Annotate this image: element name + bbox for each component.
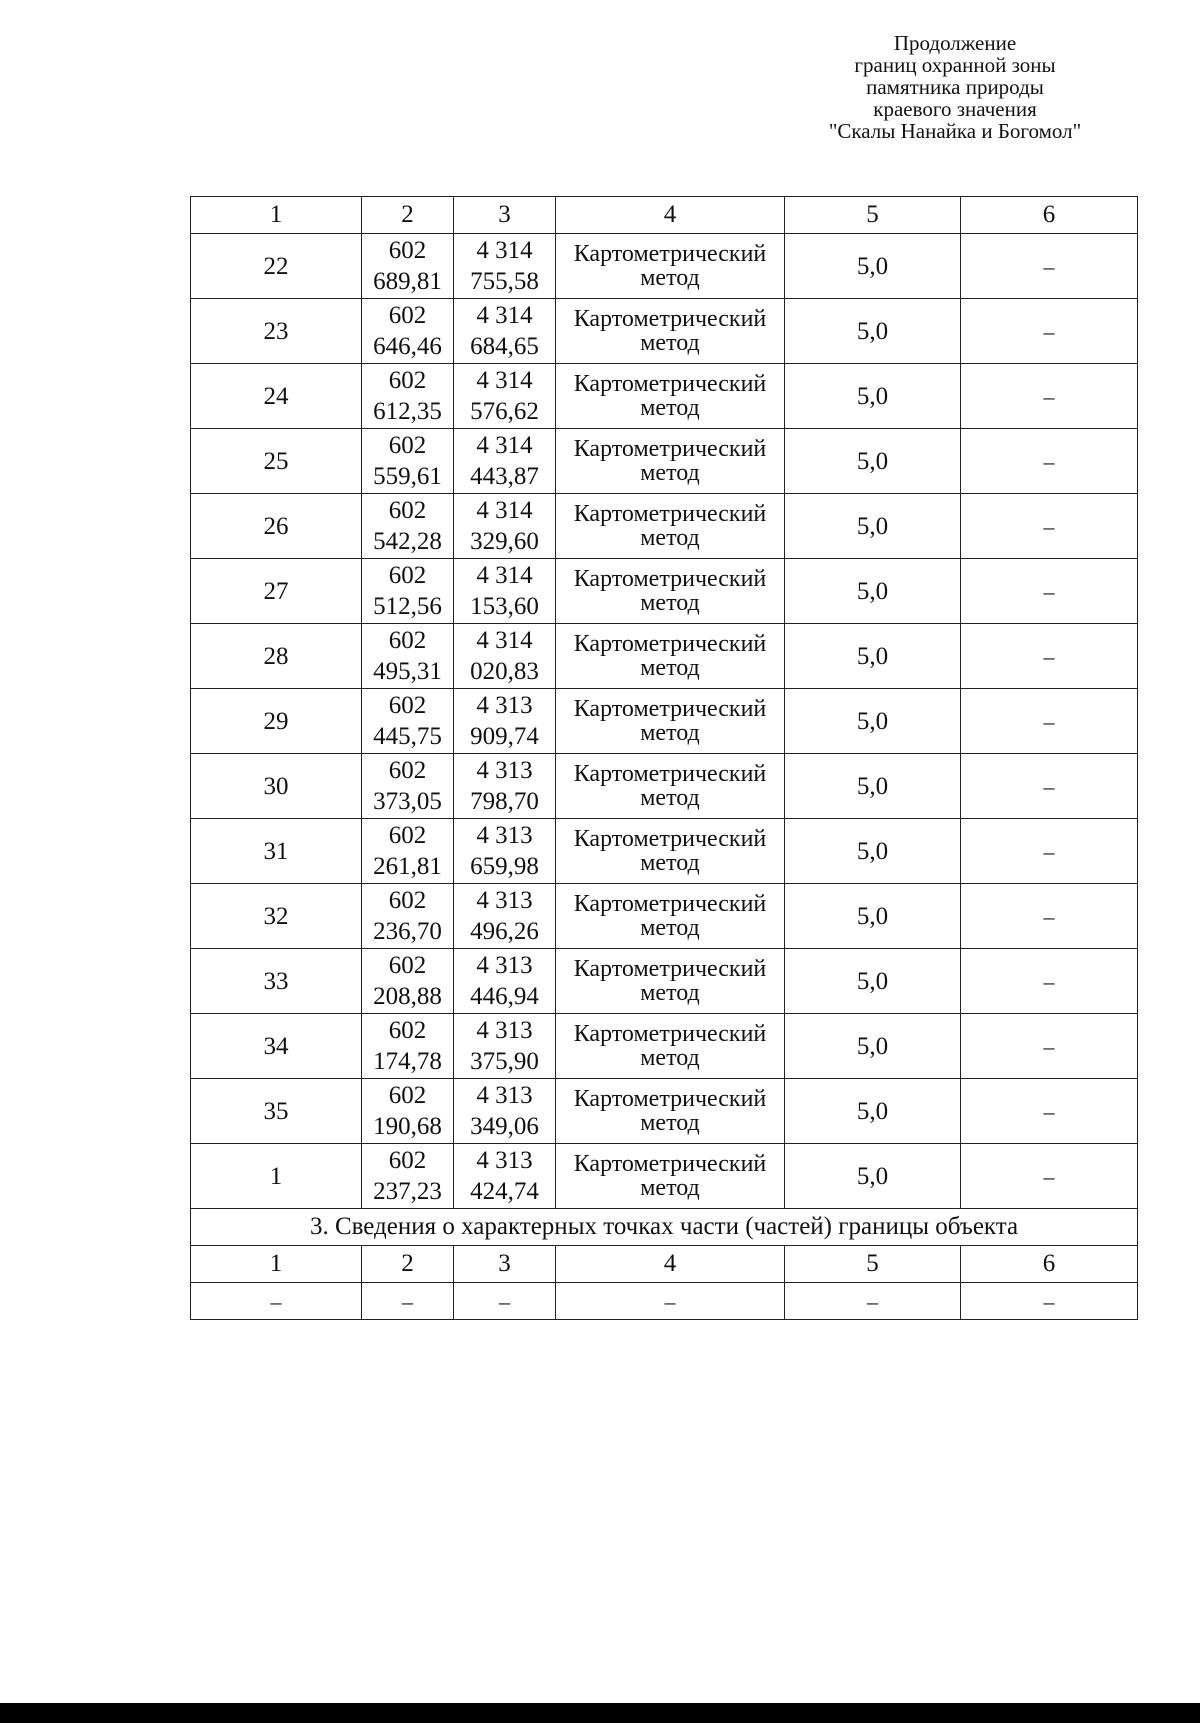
point-number-cell-line: 1: [269, 1162, 283, 1190]
coord-x-cell-line: 602: [388, 1147, 427, 1174]
table-row: [191, 1079, 1138, 1144]
point-number-cell-line: 34: [263, 1032, 289, 1060]
accuracy-cell: [785, 754, 961, 819]
description-cell: [961, 624, 1138, 689]
description-cell: [961, 819, 1138, 884]
description-cell: [961, 1144, 1138, 1209]
coord-x-cell-line: 602: [388, 432, 427, 459]
column-header: 5: [785, 197, 961, 234]
empty-cell: –: [556, 1283, 785, 1320]
section-empty-row: [191, 1283, 1138, 1320]
accuracy-cell-line: 5,0: [856, 772, 889, 800]
description-cell: [961, 429, 1138, 494]
description-cell: [961, 884, 1138, 949]
coord-y-cell-line: 684,65: [470, 333, 539, 360]
method-cell-line: метод: [640, 720, 700, 746]
method-cell-line: Картометрический: [573, 501, 767, 527]
coord-x-cell-line: 602: [388, 757, 427, 784]
description-cell: [961, 494, 1138, 559]
method-cell-line: метод: [640, 395, 700, 421]
accuracy-cell: [785, 429, 961, 494]
method-cell: [556, 754, 785, 819]
point-number-cell: [191, 624, 362, 689]
coord-x-cell-line: 542,28: [373, 528, 442, 555]
coord-y-cell: [454, 884, 556, 949]
point-number-cell: [191, 754, 362, 819]
accuracy-cell: [785, 819, 961, 884]
method-cell-line: метод: [640, 460, 700, 486]
point-number-cell: [191, 1144, 362, 1209]
coord-x-cell-line: 261,81: [373, 853, 442, 880]
point-number-cell: [191, 364, 362, 429]
coord-y-cell-line: 4 314: [476, 497, 533, 524]
coord-x-cell: [362, 429, 454, 494]
accuracy-cell: [785, 234, 961, 299]
method-cell-line: Картометрический: [573, 1086, 767, 1112]
section-column-header: 2: [362, 1246, 454, 1283]
coord-x-cell-line: 602: [388, 692, 427, 719]
table-row: [191, 494, 1138, 559]
point-number-cell-line: 24: [263, 382, 289, 410]
accuracy-cell-line: 5,0: [856, 317, 889, 345]
point-number-cell: [191, 884, 362, 949]
table-row: [191, 884, 1138, 949]
empty-cell: –: [785, 1283, 961, 1320]
coord-y-cell-line: 4 313: [476, 822, 533, 849]
description-cell-line: –: [1043, 968, 1055, 994]
description-cell-line: –: [1043, 1098, 1055, 1124]
point-number-cell-line: 30: [263, 772, 289, 800]
coord-x-cell-line: 495,31: [373, 658, 442, 685]
point-number-cell-line: 25: [263, 447, 289, 475]
coord-y-cell-line: 659,98: [470, 853, 539, 880]
coord-y-cell-line: 375,90: [470, 1048, 539, 1075]
accuracy-cell-line: 5,0: [856, 512, 889, 540]
coord-y-cell: [454, 364, 556, 429]
method-cell: [556, 1144, 785, 1209]
method-cell-line: Картометрический: [573, 891, 767, 917]
column-header: 1: [191, 197, 362, 234]
column-header: 3: [454, 197, 556, 234]
coord-y-cell: [454, 1079, 556, 1144]
accuracy-cell: [785, 884, 961, 949]
coord-x-cell-line: 190,68: [373, 1113, 442, 1140]
description-cell-line: –: [1043, 903, 1055, 929]
coord-y-cell-line: 4 314: [476, 237, 533, 264]
point-number-cell: [191, 429, 362, 494]
coord-x-cell: [362, 234, 454, 299]
coord-x-cell-line: 602: [388, 1017, 427, 1044]
coord-y-cell-line: 4 313: [476, 692, 533, 719]
coord-x-cell-line: 602: [388, 887, 427, 914]
coord-x-cell: [362, 559, 454, 624]
method-cell: [556, 494, 785, 559]
description-cell-line: –: [1043, 838, 1055, 864]
coord-y-cell: [454, 624, 556, 689]
coord-x-cell-line: 602: [388, 562, 427, 589]
method-cell-line: Картометрический: [573, 436, 767, 462]
point-number-cell: [191, 1079, 362, 1144]
coord-x-cell: [362, 364, 454, 429]
table-row: [191, 364, 1138, 429]
method-cell-line: метод: [640, 1175, 700, 1201]
table-row: [191, 754, 1138, 819]
point-number-cell-line: 32: [263, 902, 289, 930]
coord-y-cell: [454, 234, 556, 299]
description-cell: [961, 689, 1138, 754]
method-cell-line: Картометрический: [573, 241, 767, 267]
point-number-cell: [191, 1014, 362, 1079]
coord-x-cell-line: 602: [388, 627, 427, 654]
description-cell-line: –: [1043, 708, 1055, 734]
accuracy-cell-line: 5,0: [856, 642, 889, 670]
coord-x-cell-line: 445,75: [373, 723, 442, 750]
point-number-cell-line: 27: [263, 577, 289, 605]
coord-y-cell: [454, 1144, 556, 1209]
coord-x-cell: [362, 624, 454, 689]
accuracy-cell-line: 5,0: [856, 1032, 889, 1060]
point-number-cell-line: 26: [263, 512, 289, 540]
description-cell: [961, 364, 1138, 429]
document-header: [790, 32, 1120, 142]
coord-y-cell-line: 153,60: [470, 593, 539, 620]
section-column-header: 4: [556, 1246, 785, 1283]
accuracy-cell-line: 5,0: [856, 447, 889, 475]
coord-x-cell-line: 646,46: [373, 333, 442, 360]
method-cell-line: метод: [640, 265, 700, 291]
coord-x-cell: [362, 754, 454, 819]
description-cell-line: –: [1043, 643, 1055, 669]
method-cell-line: метод: [640, 525, 700, 551]
table-row: [191, 429, 1138, 494]
coord-x-cell-line: 236,70: [373, 918, 442, 945]
method-cell-line: Картометрический: [573, 306, 767, 332]
accuracy-cell: [785, 1144, 961, 1209]
section-column-header: 5: [785, 1246, 961, 1283]
coord-y-cell: [454, 819, 556, 884]
column-header: 4: [556, 197, 785, 234]
coord-y-cell-line: 4 313: [476, 887, 533, 914]
section-header-row: [191, 1246, 1138, 1283]
accuracy-cell-line: 5,0: [856, 382, 889, 410]
description-cell: [961, 299, 1138, 364]
coord-y-cell: [454, 559, 556, 624]
point-number-cell-line: 33: [263, 967, 289, 995]
description-cell: [961, 949, 1138, 1014]
point-number-cell: [191, 299, 362, 364]
point-number-cell: [191, 234, 362, 299]
method-cell-line: Картометрический: [573, 956, 767, 982]
accuracy-cell-line: 5,0: [856, 252, 889, 280]
section-title: 3. Сведения о характерных точках части (частей) границы объекта: [191, 1209, 1138, 1246]
accuracy-cell: [785, 949, 961, 1014]
header-line: памятника природы: [866, 75, 1044, 99]
coord-x-cell: [362, 884, 454, 949]
description-cell: [961, 754, 1138, 819]
method-cell: [556, 429, 785, 494]
coord-y-cell-line: 576,62: [470, 398, 539, 425]
table-row: [191, 949, 1138, 1014]
coord-x-cell-line: 512,56: [373, 593, 442, 620]
coord-x-cell-line: 373,05: [373, 788, 442, 815]
method-cell-line: метод: [640, 330, 700, 356]
coord-y-cell-line: 349,06: [470, 1113, 539, 1140]
coord-x-cell: [362, 494, 454, 559]
method-cell: [556, 689, 785, 754]
description-cell-line: –: [1043, 318, 1055, 344]
point-number-cell-line: 35: [263, 1097, 289, 1125]
header-line: "Скалы Нанайка и Богомол": [828, 119, 1082, 143]
empty-cell: –: [191, 1283, 362, 1320]
coord-y-cell: [454, 949, 556, 1014]
coord-y-cell-line: 4 314: [476, 627, 533, 654]
method-cell: [556, 624, 785, 689]
point-number-cell-line: 29: [263, 707, 289, 735]
accuracy-cell-line: 5,0: [856, 1162, 889, 1190]
method-cell-line: метод: [640, 915, 700, 941]
accuracy-cell-line: 5,0: [856, 577, 889, 605]
method-cell-line: метод: [640, 980, 700, 1006]
section-column-header: 3: [454, 1246, 556, 1283]
method-cell-line: Картометрический: [573, 761, 767, 787]
table-row: [191, 819, 1138, 884]
column-header-row: [191, 197, 1138, 234]
coord-y-cell-line: 020,83: [470, 658, 539, 685]
empty-cell: –: [961, 1283, 1138, 1320]
coord-y-cell-line: 4 314: [476, 367, 533, 394]
method-cell-line: Картометрический: [573, 631, 767, 657]
point-number-cell-line: 31: [263, 837, 289, 865]
accuracy-cell: [785, 494, 961, 559]
point-number-cell-line: 23: [263, 317, 289, 345]
accuracy-cell: [785, 624, 961, 689]
coord-y-cell-line: 4 313: [476, 1017, 533, 1044]
coord-y-cell-line: 443,87: [470, 463, 539, 490]
coord-x-cell: [362, 1144, 454, 1209]
coord-x-cell-line: 612,35: [373, 398, 442, 425]
section-column-header: 6: [961, 1246, 1138, 1283]
accuracy-cell: [785, 299, 961, 364]
table-row: [191, 299, 1138, 364]
header-line: Продолжение: [893, 31, 1017, 55]
method-cell-line: Картометрический: [573, 696, 767, 722]
description-cell-line: –: [1043, 383, 1055, 409]
empty-cell: –: [454, 1283, 556, 1320]
coord-x-cell-line: 559,61: [373, 463, 442, 490]
description-cell-line: –: [1043, 773, 1055, 799]
accuracy-cell: [785, 1079, 961, 1144]
accuracy-cell-line: 5,0: [856, 1097, 889, 1125]
coord-x-cell-line: 602: [388, 237, 427, 264]
coord-y-cell: [454, 689, 556, 754]
coord-x-cell-line: 208,88: [373, 983, 442, 1010]
coord-x-cell: [362, 299, 454, 364]
accuracy-cell: [785, 1014, 961, 1079]
accuracy-cell: [785, 689, 961, 754]
description-cell: [961, 559, 1138, 624]
section-title-row: [191, 1209, 1138, 1246]
coord-x-cell-line: 689,81: [373, 268, 442, 295]
coord-x-cell-line: 602: [388, 1082, 427, 1109]
method-cell: [556, 1079, 785, 1144]
coord-y-cell: [454, 429, 556, 494]
coord-y-cell-line: 4 314: [476, 302, 533, 329]
method-cell: [556, 884, 785, 949]
column-header: 2: [362, 197, 454, 234]
coord-y-cell: [454, 754, 556, 819]
method-cell: [556, 299, 785, 364]
table-row: [191, 1014, 1138, 1079]
coord-x-cell-line: 602: [388, 952, 427, 979]
coord-y-cell-line: 4 314: [476, 432, 533, 459]
method-cell-line: метод: [640, 1045, 700, 1071]
scan-bottom-edge: [0, 1703, 1200, 1723]
method-cell-line: Картометрический: [573, 1021, 767, 1047]
coord-y-cell-line: 329,60: [470, 528, 539, 555]
coord-x-cell: [362, 689, 454, 754]
coord-x-cell-line: 602: [388, 302, 427, 329]
method-cell-line: метод: [640, 785, 700, 811]
coord-x-cell: [362, 819, 454, 884]
accuracy-cell: [785, 559, 961, 624]
coord-y-cell-line: 4 314: [476, 562, 533, 589]
method-cell: [556, 1014, 785, 1079]
method-cell-line: Картометрический: [573, 566, 767, 592]
coord-x-cell-line: 602: [388, 367, 427, 394]
accuracy-cell: [785, 364, 961, 429]
header-line: границ охранной зоны: [854, 53, 1056, 77]
method-cell: [556, 949, 785, 1014]
description-cell-line: –: [1043, 1033, 1055, 1059]
method-cell-line: Картометрический: [573, 371, 767, 397]
method-cell: [556, 559, 785, 624]
boundary-points-table: [190, 196, 1138, 1320]
method-cell-line: Картометрический: [573, 826, 767, 852]
accuracy-cell-line: 5,0: [856, 837, 889, 865]
method-cell-line: метод: [640, 850, 700, 876]
description-cell-line: –: [1043, 448, 1055, 474]
coord-y-cell-line: 496,26: [470, 918, 539, 945]
description-cell-line: –: [1043, 513, 1055, 539]
coord-x-cell-line: 174,78: [373, 1048, 442, 1075]
description-cell-line: –: [1043, 253, 1055, 279]
point-number-cell: [191, 689, 362, 754]
accuracy-cell-line: 5,0: [856, 967, 889, 995]
method-cell: [556, 364, 785, 429]
table-row: [191, 559, 1138, 624]
table-row: [191, 689, 1138, 754]
table-row: [191, 234, 1138, 299]
point-number-cell-line: 22: [263, 252, 289, 280]
coord-y-cell: [454, 299, 556, 364]
coord-x-cell-line: 602: [388, 497, 427, 524]
accuracy-cell-line: 5,0: [856, 707, 889, 735]
section-column-header: 1: [191, 1246, 362, 1283]
coord-x-cell: [362, 1014, 454, 1079]
point-number-cell: [191, 494, 362, 559]
coord-y-cell: [454, 494, 556, 559]
coord-y-cell-line: 4 313: [476, 757, 533, 784]
method-cell: [556, 819, 785, 884]
header-line: краевого значения: [873, 97, 1037, 121]
method-cell-line: метод: [640, 655, 700, 681]
description-cell: [961, 234, 1138, 299]
point-number-cell: [191, 559, 362, 624]
coord-x-cell-line: 237,23: [373, 1178, 442, 1205]
coord-y-cell: [454, 1014, 556, 1079]
coord-y-cell-line: 755,58: [470, 268, 539, 295]
coord-y-cell-line: 909,74: [470, 723, 539, 750]
coord-y-cell-line: 4 313: [476, 952, 533, 979]
column-header: 6: [961, 197, 1138, 234]
point-number-cell-line: 28: [263, 642, 289, 670]
method-cell-line: Картометрический: [573, 1151, 767, 1177]
description-cell-line: –: [1043, 1163, 1055, 1189]
coord-x-cell-line: 602: [388, 822, 427, 849]
description-cell: [961, 1079, 1138, 1144]
method-cell-line: метод: [640, 1110, 700, 1136]
coord-y-cell-line: 4 313: [476, 1147, 533, 1174]
accuracy-cell-line: 5,0: [856, 902, 889, 930]
description-cell: [961, 1014, 1138, 1079]
coord-x-cell: [362, 1079, 454, 1144]
point-number-cell: [191, 949, 362, 1014]
coord-y-cell-line: 424,74: [470, 1178, 539, 1205]
coord-y-cell-line: 798,70: [470, 788, 539, 815]
method-cell: [556, 234, 785, 299]
method-cell-line: метод: [640, 590, 700, 616]
description-cell-line: –: [1043, 578, 1055, 604]
empty-cell: –: [362, 1283, 454, 1320]
table-row: [191, 1144, 1138, 1209]
table-row: [191, 624, 1138, 689]
point-number-cell: [191, 819, 362, 884]
coord-y-cell-line: 446,94: [470, 983, 539, 1010]
coord-y-cell-line: 4 313: [476, 1082, 533, 1109]
coord-x-cell: [362, 949, 454, 1014]
